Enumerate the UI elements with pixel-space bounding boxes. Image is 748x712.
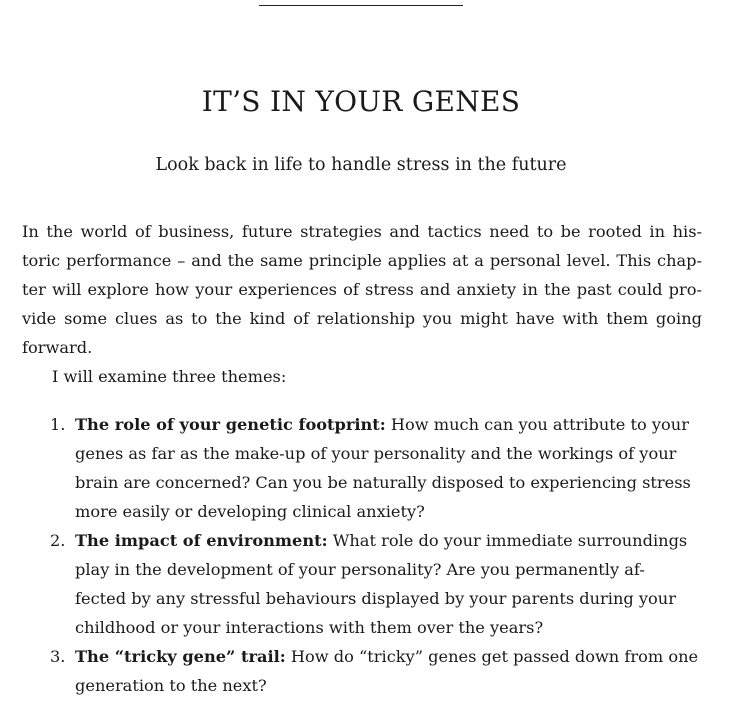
theme-item [50, 410, 710, 526]
theme-text: fected by any stressful behaviours displayed by your parents during your [75, 589, 676, 608]
theme-heading: The “tricky gene” trail: [75, 647, 286, 666]
intro-paragraph [22, 217, 702, 391]
theme-text: genes as far as the make-up of your personality and the workings of your [75, 444, 677, 463]
theme-text: play in the development of your personality? Are you permanently af- [75, 560, 645, 579]
intro-line: toric performance – and the same principle applies at a personal level. This chap- [22, 251, 702, 270]
theme-heading: The role of your genetic footprint: [75, 415, 386, 434]
themes-list [50, 410, 710, 700]
intro-line: vide some clues as to the kind of relationship you might have with them going [22, 309, 702, 328]
theme-item [50, 642, 710, 700]
theme-text: What role do your immediate surroundings [327, 531, 688, 550]
theme-item [50, 526, 710, 642]
intro-line: forward. [22, 338, 93, 357]
chapter-subtitle: Look back in life to handle stress in the future [155, 155, 567, 175]
intro-line: In the world of business, future strategies and tactics need to be rooted in his- [22, 222, 702, 241]
theme-text: brain are concerned? Can you be naturally disposed to experiencing stress [75, 473, 691, 492]
theme-text: childhood or your interactions with them over the years? [75, 618, 544, 637]
themes-lead: I will examine three themes: [52, 367, 287, 386]
theme-text: more easily or developing clinical anxiety? [75, 502, 425, 521]
theme-text: How much can you attribute to your [385, 415, 689, 434]
theme-text: generation to the next? [75, 676, 267, 695]
intro-line: ter will explore how your experiences of stress and anxiety in the past could pro- [22, 280, 702, 299]
theme-number: 2. [50, 531, 66, 550]
header-rule [259, 5, 463, 6]
chapter-title: IT’S IN YOUR GENES [201, 85, 521, 118]
theme-heading: The impact of environment: [75, 531, 328, 550]
theme-number: 3. [50, 647, 66, 666]
theme-text: How do “tricky” genes get passed down from one [285, 647, 699, 666]
theme-number: 1. [50, 415, 66, 434]
